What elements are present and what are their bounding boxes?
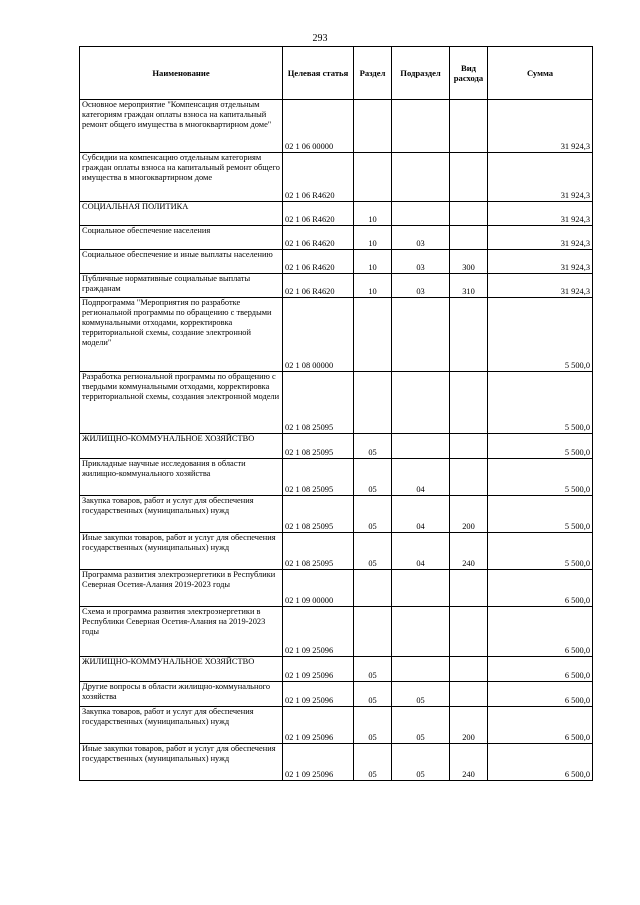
- row-name-cell: Социальное обеспечение и иные выплаты населению: [80, 250, 283, 274]
- row-type-cell: 200: [450, 496, 488, 533]
- row-section-cell: [354, 372, 392, 434]
- row-type-cell: [450, 459, 488, 496]
- row-subsection-cell: [392, 372, 450, 434]
- row-name-cell: ЖИЛИЩНО-КОММУНАЛЬНОЕ ХОЗЯЙСТВО: [80, 434, 283, 459]
- row-name-cell: Иные закупки товаров, работ и услуг для обеспечения государственных (муниципальных) нужд: [80, 533, 283, 570]
- row-sum-cell: 5 500,0: [488, 496, 593, 533]
- row-sum-cell: 5 500,0: [488, 459, 593, 496]
- row-code-cell: 02 1 09 00000: [283, 570, 354, 607]
- row-name-cell: Закупка товаров, работ и услуг для обеспечения государственных (муниципальных) нужд: [80, 707, 283, 744]
- table-row: [80, 657, 593, 682]
- row-section-cell: 10: [354, 274, 392, 298]
- column-header-section: Раздел: [354, 47, 392, 100]
- row-type-cell: 310: [450, 274, 488, 298]
- table-row: [80, 226, 593, 250]
- row-section-cell: 05: [354, 434, 392, 459]
- row-section-cell: 05: [354, 496, 392, 533]
- row-type-cell: [450, 153, 488, 202]
- row-section-cell: 05: [354, 459, 392, 496]
- budget-table: [79, 46, 593, 781]
- row-subsection-cell: [392, 153, 450, 202]
- row-type-cell: 240: [450, 744, 488, 781]
- row-type-cell: 300: [450, 250, 488, 274]
- row-subsection-cell: [392, 657, 450, 682]
- table-row: [80, 459, 593, 496]
- row-sum-cell: 6 500,0: [488, 707, 593, 744]
- row-name-cell: Схема и программа развития электроэнергетики в Республики Северная Осетия-Алания на 2019-2023 годы: [80, 607, 283, 657]
- row-code-cell: 02 1 06 R4620: [283, 202, 354, 226]
- row-section-cell: 10: [354, 250, 392, 274]
- row-subsection-cell: [392, 298, 450, 372]
- table-row: [80, 434, 593, 459]
- table-row: [80, 607, 593, 657]
- row-code-cell: 02 1 09 25096: [283, 682, 354, 707]
- row-sum-cell: 5 500,0: [488, 298, 593, 372]
- row-code-cell: 02 1 08 25095: [283, 372, 354, 434]
- row-section-cell: 05: [354, 533, 392, 570]
- row-code-cell: 02 1 06 R4620: [283, 153, 354, 202]
- column-header-subsection: Подраздел: [392, 47, 450, 100]
- row-sum-cell: 6 500,0: [488, 682, 593, 707]
- table-row: [80, 100, 593, 153]
- table-row: [80, 250, 593, 274]
- row-sum-cell: 5 500,0: [488, 372, 593, 434]
- row-subsection-cell: [392, 607, 450, 657]
- row-section-cell: [354, 607, 392, 657]
- row-type-cell: [450, 298, 488, 372]
- row-code-cell: 02 1 08 25095: [283, 533, 354, 570]
- row-code-cell: 02 1 08 25095: [283, 434, 354, 459]
- row-section-cell: [354, 153, 392, 202]
- row-sum-cell: 6 500,0: [488, 744, 593, 781]
- table-row: [80, 682, 593, 707]
- row-sum-cell: 31 924,3: [488, 226, 593, 250]
- row-sum-cell: 31 924,3: [488, 153, 593, 202]
- row-name-cell: Иные закупки товаров, работ и услуг для обеспечения государственных (муниципальных) нужд: [80, 744, 283, 781]
- row-subsection-cell: 05: [392, 744, 450, 781]
- row-type-cell: [450, 434, 488, 459]
- table-row: [80, 372, 593, 434]
- row-section-cell: 05: [354, 707, 392, 744]
- table-row: [80, 496, 593, 533]
- row-section-cell: [354, 570, 392, 607]
- row-type-cell: [450, 226, 488, 250]
- page-number: 293: [312, 33, 328, 44]
- row-code-cell: 02 1 06 R4620: [283, 274, 354, 298]
- row-subsection-cell: 04: [392, 459, 450, 496]
- table-row: [80, 298, 593, 372]
- row-section-cell: 10: [354, 202, 392, 226]
- row-name-cell: Прикладные научные исследования в области жилищно-коммунального хозяйства: [80, 459, 283, 496]
- row-section-cell: 05: [354, 744, 392, 781]
- row-name-cell: ЖИЛИЩНО-КОММУНАЛЬНОЕ ХОЗЯЙСТВО: [80, 657, 283, 682]
- row-name-cell: Программа развития электроэнергетики в Республики Северная Осетия-Алания 2019-2023 годы: [80, 570, 283, 607]
- row-code-cell: 02 1 08 00000: [283, 298, 354, 372]
- row-section-cell: [354, 100, 392, 153]
- row-sum-cell: 31 924,3: [488, 274, 593, 298]
- row-sum-cell: 5 500,0: [488, 434, 593, 459]
- table-header-row: [80, 47, 593, 100]
- table-row: [80, 570, 593, 607]
- row-code-cell: 02 1 06 00000: [283, 100, 354, 153]
- row-type-cell: 200: [450, 707, 488, 744]
- table-row: [80, 744, 593, 781]
- row-subsection-cell: 04: [392, 496, 450, 533]
- row-section-cell: 05: [354, 682, 392, 707]
- row-section-cell: [354, 298, 392, 372]
- row-sum-cell: 31 924,3: [488, 100, 593, 153]
- row-name-cell: Основное мероприятие "Компенсация отдельным категориям граждан оплаты взноса на капитальный ремонт общего имущества в многоквартирном доме": [80, 100, 283, 153]
- row-subsection-cell: [392, 434, 450, 459]
- row-name-cell: Разработка региональной программы по обращению с твердыми коммунальными отходами, корректировка территориальной схемы, создания электронной модели: [80, 372, 283, 434]
- row-name-cell: СОЦИАЛЬНАЯ ПОЛИТИКА: [80, 202, 283, 226]
- row-sum-cell: 6 500,0: [488, 657, 593, 682]
- row-type-cell: 240: [450, 533, 488, 570]
- row-code-cell: 02 1 09 25096: [283, 744, 354, 781]
- table-row: [80, 153, 593, 202]
- row-subsection-cell: [392, 202, 450, 226]
- row-name-cell: Подпрограмма "Мероприятия по разработке региональной программы по обращению с твердыми коммунальными отходами, корректировка территориальной схемы, создание электронной модели": [80, 298, 283, 372]
- row-name-cell: Социальное обеспечение населения: [80, 226, 283, 250]
- row-name-cell: Публичные нормативные социальные выплаты гражданам: [80, 274, 283, 298]
- row-sum-cell: 6 500,0: [488, 607, 593, 657]
- column-header-name: Наименование: [80, 47, 283, 100]
- row-subsection-cell: [392, 570, 450, 607]
- row-code-cell: 02 1 08 25095: [283, 496, 354, 533]
- row-sum-cell: 6 500,0: [488, 570, 593, 607]
- row-name-cell: Другие вопросы в области жилищно-коммунального хозяйства: [80, 682, 283, 707]
- column-header-code: Целевая статья: [283, 47, 354, 100]
- row-type-cell: [450, 607, 488, 657]
- row-section-cell: 05: [354, 657, 392, 682]
- row-subsection-cell: 05: [392, 707, 450, 744]
- row-sum-cell: 31 924,3: [488, 250, 593, 274]
- row-code-cell: 02 1 08 25095: [283, 459, 354, 496]
- row-subsection-cell: 04: [392, 533, 450, 570]
- row-subsection-cell: 05: [392, 682, 450, 707]
- row-type-cell: [450, 682, 488, 707]
- row-code-cell: 02 1 06 R4620: [283, 250, 354, 274]
- row-type-cell: [450, 202, 488, 226]
- row-sum-cell: 31 924,3: [488, 202, 593, 226]
- row-type-cell: [450, 100, 488, 153]
- column-header-type: Вид расхода: [450, 47, 488, 100]
- row-subsection-cell: 03: [392, 274, 450, 298]
- row-type-cell: [450, 657, 488, 682]
- row-type-cell: [450, 372, 488, 434]
- table-body: [80, 100, 593, 781]
- row-sum-cell: 5 500,0: [488, 533, 593, 570]
- table-row: [80, 533, 593, 570]
- row-name-cell: Закупка товаров, работ и услуг для обеспечения государственных (муниципальных) нужд: [80, 496, 283, 533]
- row-code-cell: 02 1 06 R4620: [283, 226, 354, 250]
- table-row: [80, 707, 593, 744]
- row-name-cell: Субсидии на компенсацию отдельным категориям граждан оплаты взноса на капитальный ремонт общего имущества в многоквартирном доме: [80, 153, 283, 202]
- row-section-cell: 10: [354, 226, 392, 250]
- row-code-cell: 02 1 09 25096: [283, 657, 354, 682]
- row-code-cell: 02 1 09 25096: [283, 607, 354, 657]
- row-code-cell: 02 1 09 25096: [283, 707, 354, 744]
- table-row: [80, 274, 593, 298]
- table-row: [80, 202, 593, 226]
- row-type-cell: [450, 570, 488, 607]
- column-header-sum: Сумма: [488, 47, 593, 100]
- row-subsection-cell: [392, 100, 450, 153]
- row-subsection-cell: 03: [392, 250, 450, 274]
- row-subsection-cell: 03: [392, 226, 450, 250]
